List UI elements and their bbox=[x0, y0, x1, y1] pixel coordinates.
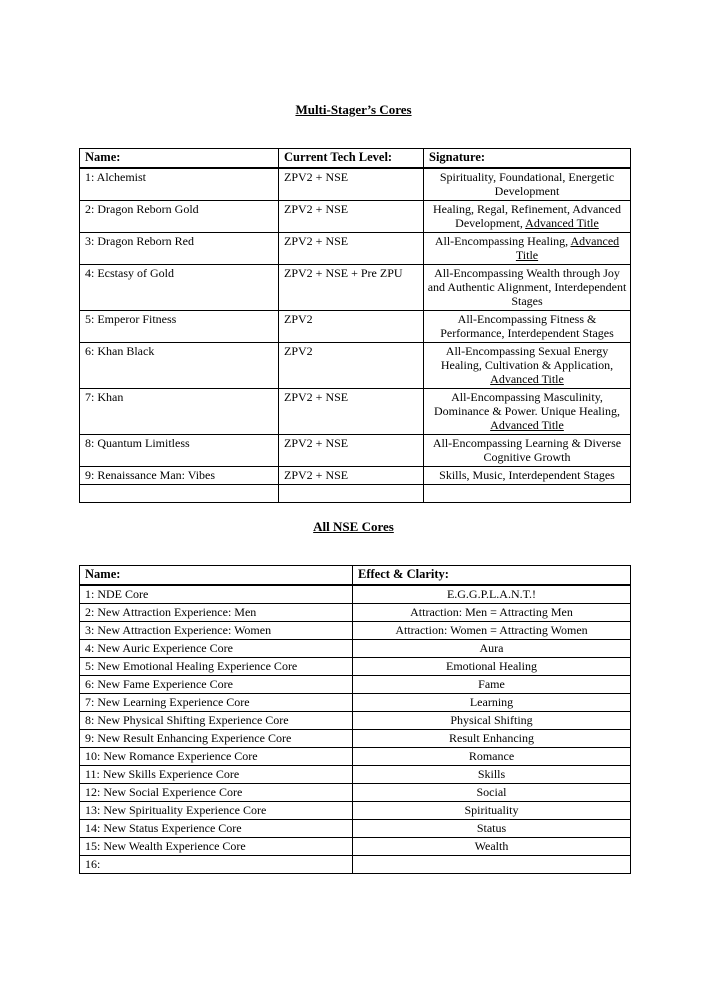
table-row bbox=[80, 201, 631, 233]
tech-level-cell: ZPV2 + NSE + Pre ZPU bbox=[279, 265, 424, 311]
table-header-row bbox=[80, 149, 631, 169]
core-name-cell: 7: New Learning Experience Core bbox=[80, 694, 353, 712]
header-signature: Signature: bbox=[424, 149, 631, 169]
core-name-cell: 10: New Romance Experience Core bbox=[80, 748, 353, 766]
table-row bbox=[80, 784, 631, 802]
core-name-cell: 11: New Skills Experience Core bbox=[80, 766, 353, 784]
header-name: Name: bbox=[80, 566, 353, 586]
effect-cell bbox=[353, 856, 631, 874]
core-name-cell: 5: Emperor Fitness bbox=[80, 311, 279, 343]
core-name-cell: 2: Dragon Reborn Gold bbox=[80, 201, 279, 233]
core-name-cell: 6: Khan Black bbox=[80, 343, 279, 389]
signature-cell bbox=[424, 311, 631, 343]
signature-cell bbox=[424, 201, 631, 233]
signature-cell bbox=[424, 265, 631, 311]
tech-level-cell bbox=[279, 485, 424, 503]
signature-underlined-text: Advanced Title bbox=[490, 372, 564, 386]
effect-cell: Status bbox=[353, 820, 631, 838]
tech-level-cell: ZPV2 + NSE bbox=[279, 168, 424, 201]
core-name-cell: 7: Khan bbox=[80, 389, 279, 435]
signature-text: Healing, Regal, Refinement, Advanced Development, bbox=[433, 202, 621, 230]
signature-cell bbox=[424, 168, 631, 201]
multi-stagers-cores-table bbox=[79, 148, 631, 503]
signature-underlined-text: Advanced Title bbox=[525, 216, 599, 230]
effect-cell: Attraction: Women = Attracting Women bbox=[353, 622, 631, 640]
core-name-cell: 1: Alchemist bbox=[80, 168, 279, 201]
signature-underlined-text: Advanced Title bbox=[515, 234, 620, 262]
tech-level-cell: ZPV2 + NSE bbox=[279, 435, 424, 467]
header-current-tech-level: Current Tech Level: bbox=[279, 149, 424, 169]
core-name-cell: 8: New Physical Shifting Experience Core bbox=[80, 712, 353, 730]
core-name-cell: 6: New Fame Experience Core bbox=[80, 676, 353, 694]
table-row bbox=[80, 467, 631, 485]
tech-level-cell: ZPV2 bbox=[279, 311, 424, 343]
section-title-all-nse-cores: All NSE Cores bbox=[313, 519, 394, 534]
effect-cell: Romance bbox=[353, 748, 631, 766]
effect-cell: Learning bbox=[353, 694, 631, 712]
effect-cell: Social bbox=[353, 784, 631, 802]
table-row bbox=[80, 748, 631, 766]
table-row bbox=[80, 311, 631, 343]
effect-cell: Emotional Healing bbox=[353, 658, 631, 676]
table-row bbox=[80, 658, 631, 676]
table-row bbox=[80, 820, 631, 838]
signature-text: Spirituality, Foundational, Energetic Development bbox=[439, 170, 615, 198]
core-name-cell: 12: New Social Experience Core bbox=[80, 784, 353, 802]
table-row bbox=[80, 694, 631, 712]
signature-text: All-Encompassing Healing, bbox=[434, 234, 571, 248]
table-row bbox=[80, 766, 631, 784]
effect-cell: Aura bbox=[353, 640, 631, 658]
header-effect-clarity: Effect & Clarity: bbox=[353, 566, 631, 586]
table-row bbox=[80, 676, 631, 694]
table-row bbox=[80, 604, 631, 622]
signature-text: All-Encompassing Learning & Diverse Cognitive Growth bbox=[432, 436, 622, 464]
effect-cell: Fame bbox=[353, 676, 631, 694]
table-row bbox=[80, 640, 631, 658]
core-name-cell: 5: New Emotional Healing Experience Core bbox=[80, 658, 353, 676]
signature-cell bbox=[424, 233, 631, 265]
core-name-cell: 3: Dragon Reborn Red bbox=[80, 233, 279, 265]
tech-level-cell: ZPV2 + NSE bbox=[279, 467, 424, 485]
table-row bbox=[80, 233, 631, 265]
table-row bbox=[80, 838, 631, 856]
table-row bbox=[80, 389, 631, 435]
core-name-cell: 13: New Spirituality Experience Core bbox=[80, 802, 353, 820]
tech-level-cell: ZPV2 + NSE bbox=[279, 201, 424, 233]
table-row bbox=[80, 265, 631, 311]
table-header-row bbox=[80, 566, 631, 586]
signature-text: All-Encompassing Masculinity, Dominance & Power. Unique Healing, bbox=[434, 390, 620, 418]
core-name-cell: 1: NDE Core bbox=[80, 585, 353, 604]
core-name-cell: 2: New Attraction Experience: Men bbox=[80, 604, 353, 622]
table-row-empty bbox=[80, 485, 631, 503]
effect-cell: Spirituality bbox=[353, 802, 631, 820]
effect-cell: Result Enhancing bbox=[353, 730, 631, 748]
effect-cell: Wealth bbox=[353, 838, 631, 856]
signature-cell bbox=[424, 343, 631, 389]
signature-cell bbox=[424, 389, 631, 435]
core-name-cell: 4: Ecstasy of Gold bbox=[80, 265, 279, 311]
signature-cell bbox=[424, 485, 631, 503]
effect-cell: E.G.G.P.L.A.N.T.! bbox=[353, 585, 631, 604]
table-row bbox=[80, 585, 631, 604]
all-nse-cores-table bbox=[79, 565, 631, 874]
table-row bbox=[80, 168, 631, 201]
effect-cell: Physical Shifting bbox=[353, 712, 631, 730]
effect-cell: Attraction: Men = Attracting Men bbox=[353, 604, 631, 622]
signature-underlined-text: Advanced Title bbox=[490, 418, 564, 432]
signature-text: All-Encompassing Fitness & Performance, Interdependent Stages bbox=[440, 312, 614, 340]
table-row bbox=[80, 802, 631, 820]
tech-level-cell: ZPV2 + NSE bbox=[279, 233, 424, 265]
core-name-cell: 4: New Auric Experience Core bbox=[80, 640, 353, 658]
table-row bbox=[80, 712, 631, 730]
core-name-cell: 15: New Wealth Experience Core bbox=[80, 838, 353, 856]
header-name: Name: bbox=[80, 149, 279, 169]
core-name-cell: 8: Quantum Limitless bbox=[80, 435, 279, 467]
section-title-multi-stagers-cores: Multi-Stager’s Cores bbox=[295, 102, 412, 117]
core-name-cell: 14: New Status Experience Core bbox=[80, 820, 353, 838]
core-name-cell: 3: New Attraction Experience: Women bbox=[80, 622, 353, 640]
signature-text: All-Encompassing Wealth through Joy and Authentic Alignment, Interdependent Stages bbox=[427, 266, 627, 308]
table-row bbox=[80, 343, 631, 389]
core-name-cell: 9: Renaissance Man: Vibes bbox=[80, 467, 279, 485]
table-row bbox=[80, 856, 631, 874]
signature-text: All-Encompassing Sexual Energy Healing, Cultivation & Application, bbox=[440, 344, 614, 372]
signature-text: Skills, Music, Interdependent Stages bbox=[439, 468, 615, 482]
core-name-cell: 9: New Result Enhancing Experience Core bbox=[80, 730, 353, 748]
tech-level-cell: ZPV2 bbox=[279, 343, 424, 389]
table-row bbox=[80, 730, 631, 748]
core-name-cell bbox=[80, 485, 279, 503]
tech-level-cell: ZPV2 + NSE bbox=[279, 389, 424, 435]
table-row bbox=[80, 622, 631, 640]
signature-cell bbox=[424, 467, 631, 485]
core-name-cell: 16: bbox=[80, 856, 353, 874]
effect-cell: Skills bbox=[353, 766, 631, 784]
table-row bbox=[80, 435, 631, 467]
signature-cell bbox=[424, 435, 631, 467]
